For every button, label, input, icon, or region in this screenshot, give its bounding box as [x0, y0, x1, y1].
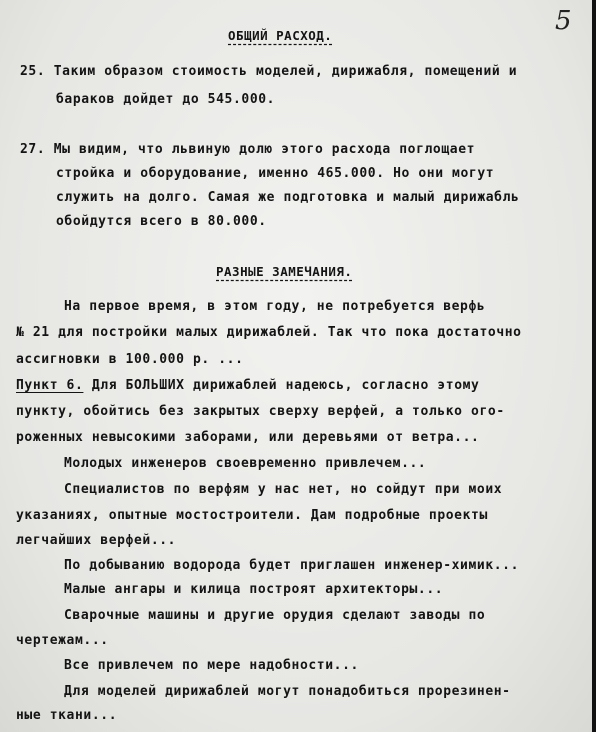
scan-edge	[592, 0, 596, 732]
paragraph-2-line-1	[16, 378, 479, 394]
paragraph-4-line-3: легчайших верфей...	[16, 533, 177, 548]
item-27-line-1	[20, 142, 475, 158]
paragraph-1-line-1: На первое время, в этом году, не потребуется верфь	[64, 299, 486, 314]
item-25-line-1	[20, 64, 517, 80]
section-title-misc-notes: РАЗНЫЕ ЗАМЕЧАНИЯ.	[216, 264, 353, 279]
paragraph-7-line-1: Сварочные машины и другие орудия сделают заводы по	[64, 608, 486, 623]
page-number: 5	[555, 6, 572, 36]
paragraph-7-line-2: чертежам...	[16, 633, 109, 648]
paragraph-9-line-2: ные ткани...	[16, 708, 118, 723]
paragraph-2-text-1: Для БОЛЬШИХ дирижаблей надеюсь, согласно этому	[83, 378, 480, 393]
item-27-text-1: Мы видим, что львиную долю этого расхода поглощает	[53, 142, 476, 157]
paragraph-9-line-1: Для моделей дирижаблей могут понадобиться прорезинен-	[64, 684, 511, 699]
item-27-line-2: стройка и оборудование, именно 465.000. Но они могут	[56, 166, 495, 181]
section-title-total-expense: ОБЩИЙ РАСХОД.	[228, 28, 333, 43]
item-25-text-1: Таким образом стоимость моделей, дирижабля, помещений и	[53, 64, 518, 79]
item-27-line-4: обойдутся всего в 80.000.	[56, 214, 267, 229]
paragraph-4-line-2: указаниях, опытные мостостроители. Дам подробные проекты	[16, 508, 488, 523]
paragraph-6: Малые ангары и килица построят архитекторы...	[64, 582, 444, 597]
paragraph-1-line-3: ассигновки в 100.000 р. ...	[16, 352, 244, 367]
paragraph-8: Все привлечем по мере надобности...	[64, 658, 359, 673]
item-27-number: 27.	[20, 142, 46, 157]
paragraph-3: Молодых инженеров своевременно привлечем...	[64, 456, 427, 471]
item-25-line-2: бараков дойдет до 545.000.	[56, 92, 276, 107]
item-27-line-3: служить на долго. Самая же подготовка и малый дирижабль	[56, 190, 520, 205]
paragraph-2-line-2: пункту, обойтись без закрытых сверху верфей, а только ого-	[16, 404, 505, 419]
paragraph-2-line-3: роженных невысокими заборами, или деревьями от ветра...	[16, 430, 480, 445]
paragraph-4-line-1: Специалистов по верфям у нас нет, но сойдут при моих	[64, 482, 503, 497]
item-25-number: 25.	[20, 64, 46, 79]
paragraph-5: По добыванию водорода будет приглашен инженер-химик...	[64, 558, 520, 573]
paragraph-1-line-2: № 21 для постройки малых дирижаблей. Так что пока достаточно	[16, 325, 522, 340]
point-6-label: Пункт 6.	[16, 378, 84, 393]
